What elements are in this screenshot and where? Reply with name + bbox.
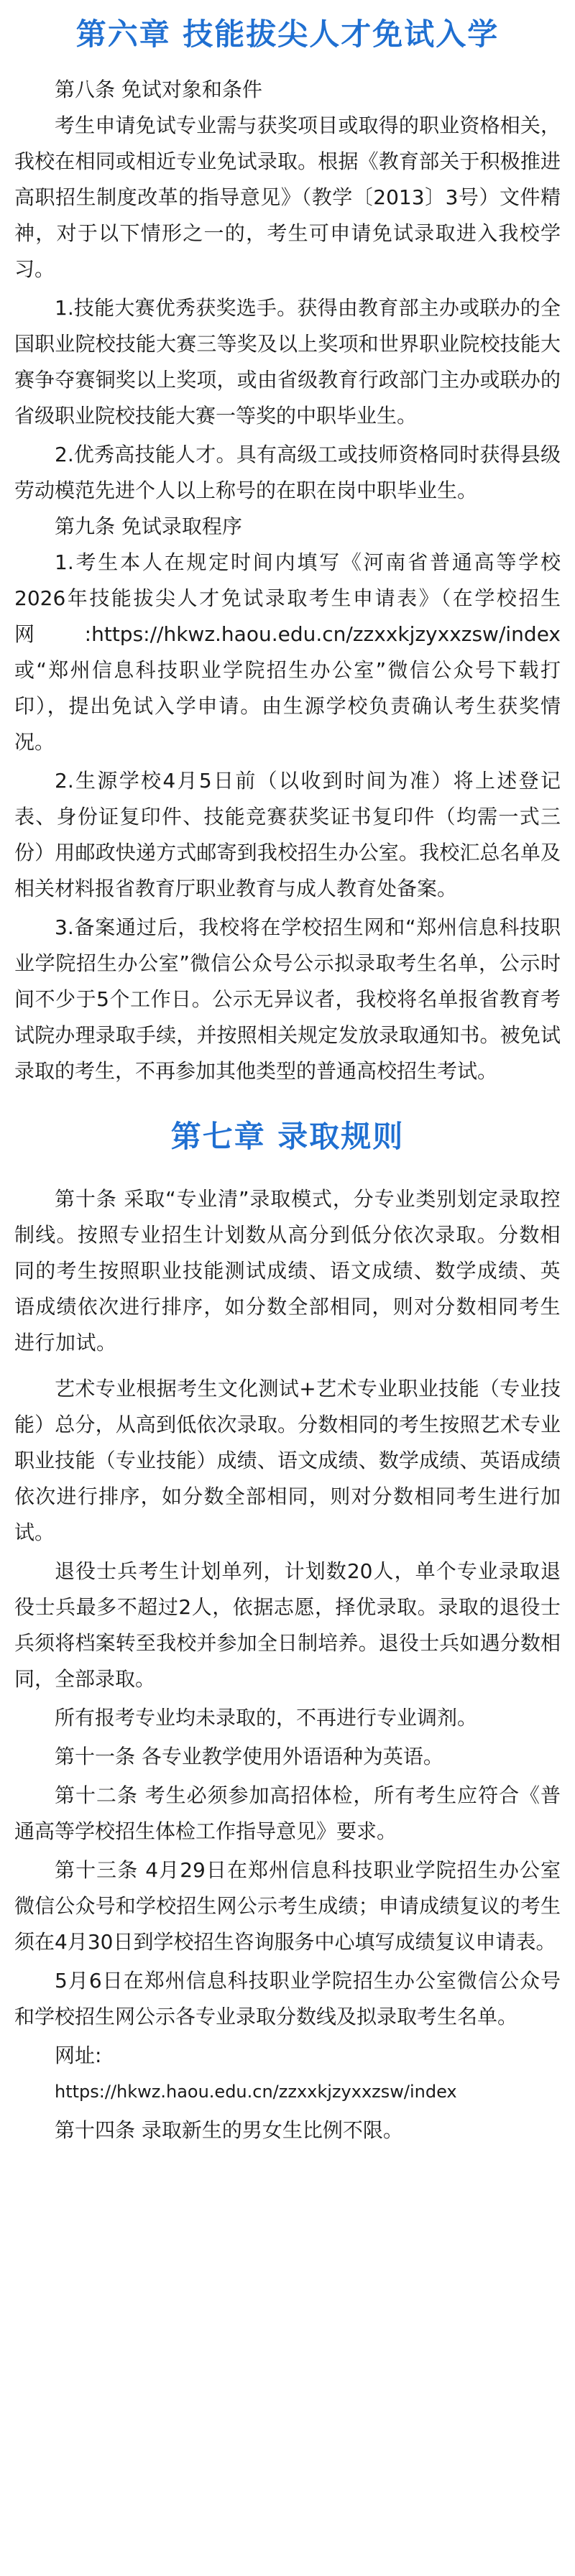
document-page [0,13,575,2576]
article-9-item-3: 3.备案通过后，我校将在学校招生网和“郑州信息科技职业学院招生办公室”微信公众号公示拟录取考生名单，公示时间不少于5个工作日。公示无异议者，我校将名单报省教育考试院办理录取手续，并按照相关规定发放录取通知书。被免试录取的考生，不再参加其他类型的普通高校招生考试。 [14,915,561,1083]
chapter-7-body [14,1181,561,2148]
article-8-item-2: 2.优秀高技能人才。具有高级工或技师资格同时获得县级劳动模范先进个人以上称号的在职在岗中职毕业生。 [14,443,561,502]
article-8-heading: 第八条 免试对象和条件 [55,78,262,101]
article-14-text: 第十四条 录取新生的男女生比例不限。 [55,2118,403,2142]
article-8-item-1: 1.技能大赛优秀获奖选手。获得由教育部主办或联办的全国职业院校技能大赛三等奖及以上奖项和世界职业院校技能大赛争夺赛铜奖以上奖项，或由省级教育行政部门主办或联办的省级职业院校技能大赛一等奖的中职毕业生。 [14,296,561,428]
chapter-6-body [14,72,561,1089]
article-10-veteran-rule: 退役士兵考生计划单列，计划数20人，单个专业录取退役士兵最多不超过2人，依据志愿，择优录取。录取的退役士兵须将档案转至我校并参加全日制培养。退役士兵如遇分数相同，全部录取。 [14,1559,561,1691]
article-10-text: 第十条 采取“专业清”录取模式，分专业类别划定录取控制线。按照专业招生计划数从高分到低分依次录取。分数相同的考生按照职业技能测试成绩、语文成绩、数学成绩、英语成绩依次进行排序，如分数全部相同，则对分数相同考生进行加试。 [14,1187,561,1354]
article-10-no-adjust: 所有报考专业均未录取的，不再进行专业调剂。 [55,1706,478,1730]
article-8-intro: 考生申请免试专业需与获奖项目或取得的职业资格相关，我校在相同或相近专业免试录取。根据《教育部关于积极推进高职招生制度改革的指导意见》（教学〔2013〕3号）文件精神，对于以下情形之一的，考生可申请免试录取进入我校学习。 [14,114,561,281]
article-10-art-rule: 艺术专业根据考生文化测试+艺术专业职业技能（专业技能）总分，从高到低依次录取。分数相同的考生按照艺术专业职业技能（专业技能）成绩、语文成绩、数学成绩、英语成绩依次进行排序，如分数全部相同，则对分数相同考生进行加试。 [14,1377,561,1544]
article-13-text: 第十三条 4月29日在郑州信息科技职业学院招生办公室微信公众号和学校招生网公示考生成绩；申请成绩复议的考生须在4月30日到学校招生咨询服务中心填写成绩复议申请表。 [14,1858,561,1954]
article-13-notice: 5月6日在郑州信息科技职业学院招生办公室微信公众号和学校招生网公示各专业录取分数线及拟录取考生名单。 [14,1969,561,2028]
chapter-7-title: 第七章 录取规则 [170,1119,405,1154]
article-12-text: 第十二条 考生必须参加高招体检，所有考生应符合《普通高等学校招生体检工作指导意见》要求。 [14,1783,561,1843]
website-label: 网址: [55,2044,102,2067]
article-9-item-2: 2.生源学校4月5日前（以收到时间为准）将上述登记表、身份证复印件、技能竞赛获奖证书复印件（均需一式三份）用邮政快递方式邮寄到我校招生办公室。我校汇总名单及相关材料报省教育厅职业教育与成人教育处备案。 [14,769,561,900]
article-9-item-1: 1.考生本人在规定时间内填写《河南省普通高等学校 2026年技能拔尖人才免试录取考生申请表》（在学校招生网:https://hkwz.haou.edu.cn/zzxxkjzyxxzsw/index或“郑州信息科技职业学院招生办公室”微信公众号下载打印），提出免试入学申请。由生源学校负责确认考生获奖情况。 [14,550,561,754]
article-11-text: 第十一条 各专业教学使用外语语种为英语。 [55,1745,443,1768]
article-9-heading: 第九条 免试录取程序 [55,514,242,538]
website-url[interactable]: https://hkwz.haou.edu.cn/zzxxkjzyxxzsw/index [55,2082,457,2102]
chapter-6-title: 第六章 技能拔尖人才免试入学 [75,17,500,52]
